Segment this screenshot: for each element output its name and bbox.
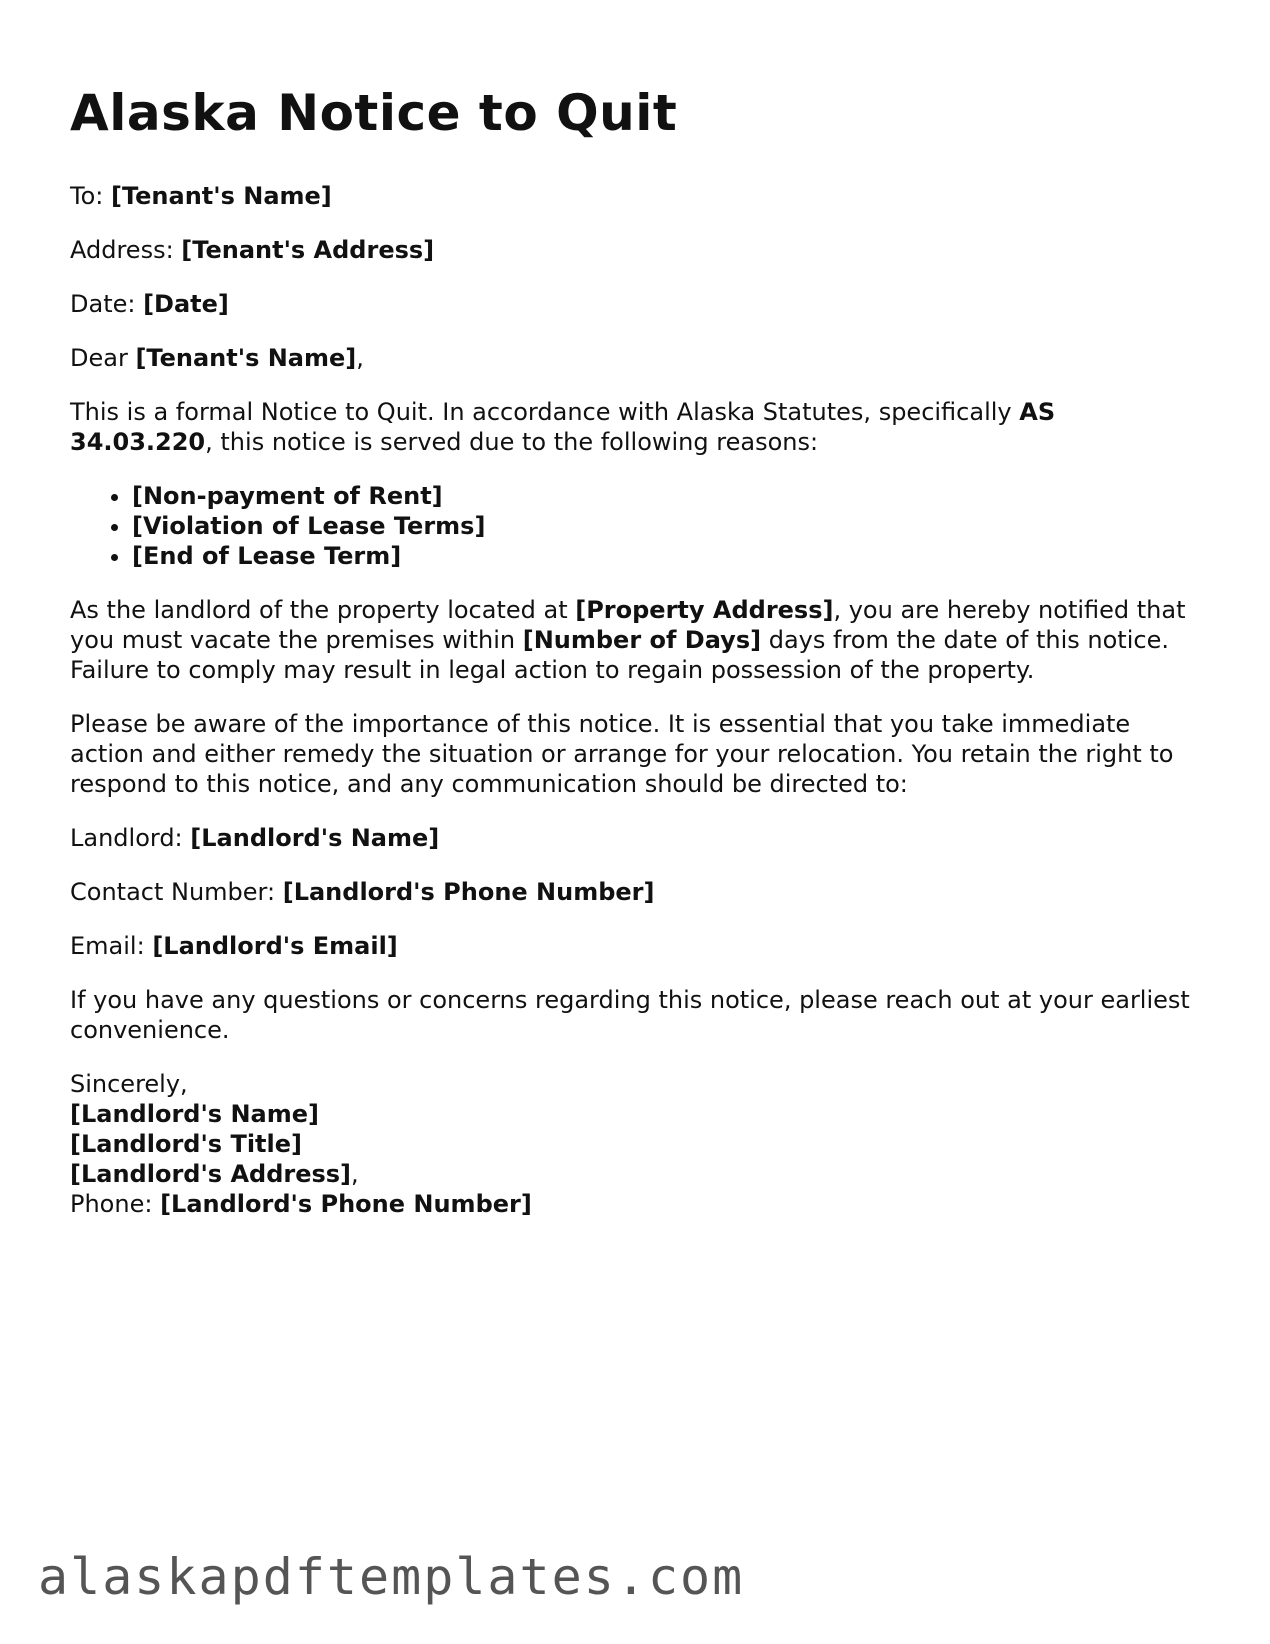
- vacate-text-1: As the landlord of the property located at: [70, 596, 576, 624]
- signature-title: [Landlord's Title]: [70, 1130, 302, 1158]
- to-value: [Tenant's Name]: [110, 182, 332, 210]
- salutation-prefix: Dear: [70, 344, 136, 372]
- vacate-text-3: days from the date of this notice. Failure to comply may result in legal action to regain possession of the property.: [70, 626, 1169, 684]
- to-label: To:: [70, 182, 111, 210]
- address-label: Address:: [70, 236, 182, 264]
- signature-phone: [Landlord's Phone Number]: [160, 1190, 532, 1218]
- signature-address: [Landlord's Address]: [70, 1160, 352, 1188]
- signature-name: [Landlord's Name]: [70, 1100, 319, 1128]
- landlord-label: Landlord:: [70, 824, 191, 852]
- closing: Sincerely,: [70, 1070, 188, 1098]
- property-address: [Property Address]: [575, 596, 834, 624]
- date-line: [70, 289, 1200, 319]
- signature-address-line: [70, 1159, 1200, 1189]
- intro-text-2: , this notice is served due to the following reasons:: [205, 428, 819, 456]
- statute-reference: AS 34.03.220: [70, 398, 1056, 456]
- reasons-list: [70, 481, 1200, 571]
- address-line: [70, 235, 1200, 265]
- salutation: [70, 343, 1200, 373]
- address-value: [Tenant's Address]: [181, 236, 435, 264]
- signature-title-line: [70, 1129, 1200, 1159]
- contact-line: [70, 877, 1200, 907]
- questions-paragraph: If you have any questions or concerns regarding this notice, please reach out at your earliest convenience.: [70, 986, 1190, 1044]
- intro-text-1: This is a formal Notice to Quit. In accordance with Alaska Statutes, specifically: [70, 398, 1020, 426]
- contact-label: Contact Number:: [70, 878, 283, 906]
- salutation-name: [Tenant's Name]: [135, 344, 357, 372]
- awareness-paragraph: Please be aware of the importance of this notice. It is essential that you take immediate action and either remedy the situation or arrange for your relocation. You retain the right to respond to this notice, and any communication should be directed to:: [70, 710, 1174, 798]
- reason-item: • [Violation of Lease Terms]: [132, 511, 1200, 541]
- to-line: [70, 181, 1200, 211]
- signature-address-suffix: ,: [351, 1160, 359, 1188]
- signature-block: [70, 1069, 1200, 1219]
- date-value: [Date]: [143, 290, 229, 318]
- landlord-value: [Landlord's Name]: [190, 824, 440, 852]
- vacate-text-2: , you are hereby notified that you must vacate the premises within: [70, 596, 1186, 654]
- date-label: Date:: [70, 290, 144, 318]
- vacate-paragraph: [70, 595, 1200, 685]
- reason-item: • [End of Lease Term]: [132, 541, 1200, 571]
- contact-value: [Landlord's Phone Number]: [282, 878, 655, 906]
- signature-name-line: [70, 1099, 1200, 1129]
- email-label: Email:: [70, 932, 153, 960]
- signature-phone-line: [70, 1189, 1200, 1219]
- reason-item: • [Non-payment of Rent]: [132, 481, 1200, 511]
- number-of-days: [Number of Days]: [522, 626, 762, 654]
- signature-phone-label: Phone:: [70, 1190, 161, 1218]
- landlord-line: [70, 823, 1200, 853]
- letter-body: [70, 181, 1200, 1219]
- email-value: [Landlord's Email]: [152, 932, 398, 960]
- watermark: alaskapdftemplates.com: [38, 1548, 745, 1606]
- email-line: [70, 931, 1200, 961]
- intro-paragraph: [70, 397, 1200, 457]
- page-title: Alaska Notice to Quit: [70, 84, 678, 142]
- salutation-suffix: ,: [356, 344, 364, 372]
